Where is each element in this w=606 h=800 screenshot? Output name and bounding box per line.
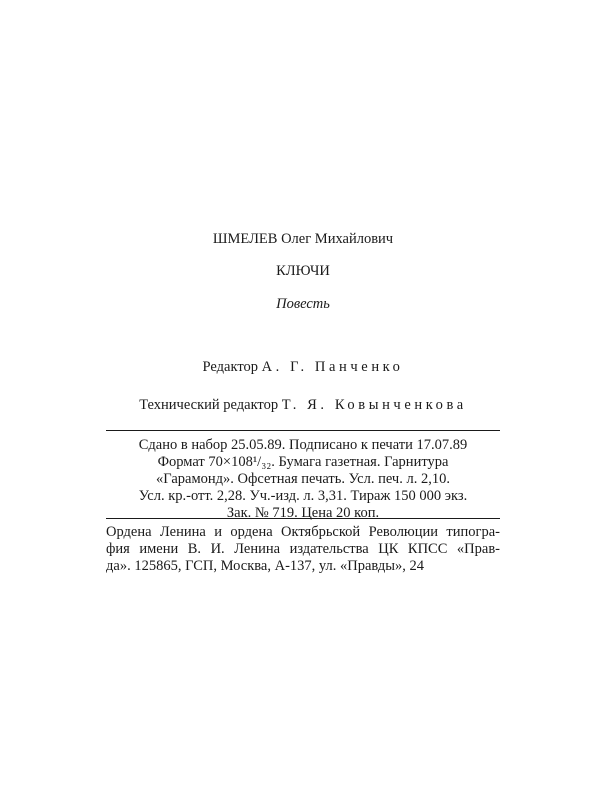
publisher-line: фия имени В. И. Ленина издательства ЦК КПСС «Прав- (106, 541, 500, 557)
author-name: ШМЕЛЕВ Олег Михайлович (212, 231, 394, 247)
tech-editor-role: Технический редактор (139, 397, 279, 413)
book-genre: Повесть (276, 296, 330, 312)
divider-top (106, 430, 500, 431)
print-data-line: Сдано в набор 25.05.89. Подписано к печати 17.07.89 (138, 437, 468, 453)
print-data-line: Усл. кр.-отт. 2,28. Уч.-изд. л. 3,31. Тираж 150 000 экз. (138, 488, 468, 504)
print-data-line: «Гарамонд». Офсетная печать. Усл. печ. л. 2,10. (156, 471, 450, 487)
print-data-block (106, 437, 500, 522)
print-data-line: Зак. № 719. Цена 20 коп. (226, 505, 380, 521)
print-data-line: Формат 70×108¹/₃₂. Бумага газетная. Гарнитура (157, 454, 449, 470)
publisher-line: Ордена Ленина и ордена Октябрьской Революции типогра- (106, 524, 500, 540)
divider-bottom (106, 518, 500, 519)
publisher-block (106, 524, 500, 575)
book-title: КЛЮЧИ (276, 263, 330, 279)
editor-name: А. Г. Панченко (261, 359, 404, 375)
tech-editor-credit (0, 396, 606, 414)
tech-editor-name: Т. Я. Ковынченкова (281, 397, 467, 413)
publisher-line: да». 125865, ГСП, Москва, А-137, ул. «Правды», 24 (106, 558, 425, 574)
editor-role: Редактор (202, 359, 258, 375)
editor-credit (0, 358, 606, 376)
